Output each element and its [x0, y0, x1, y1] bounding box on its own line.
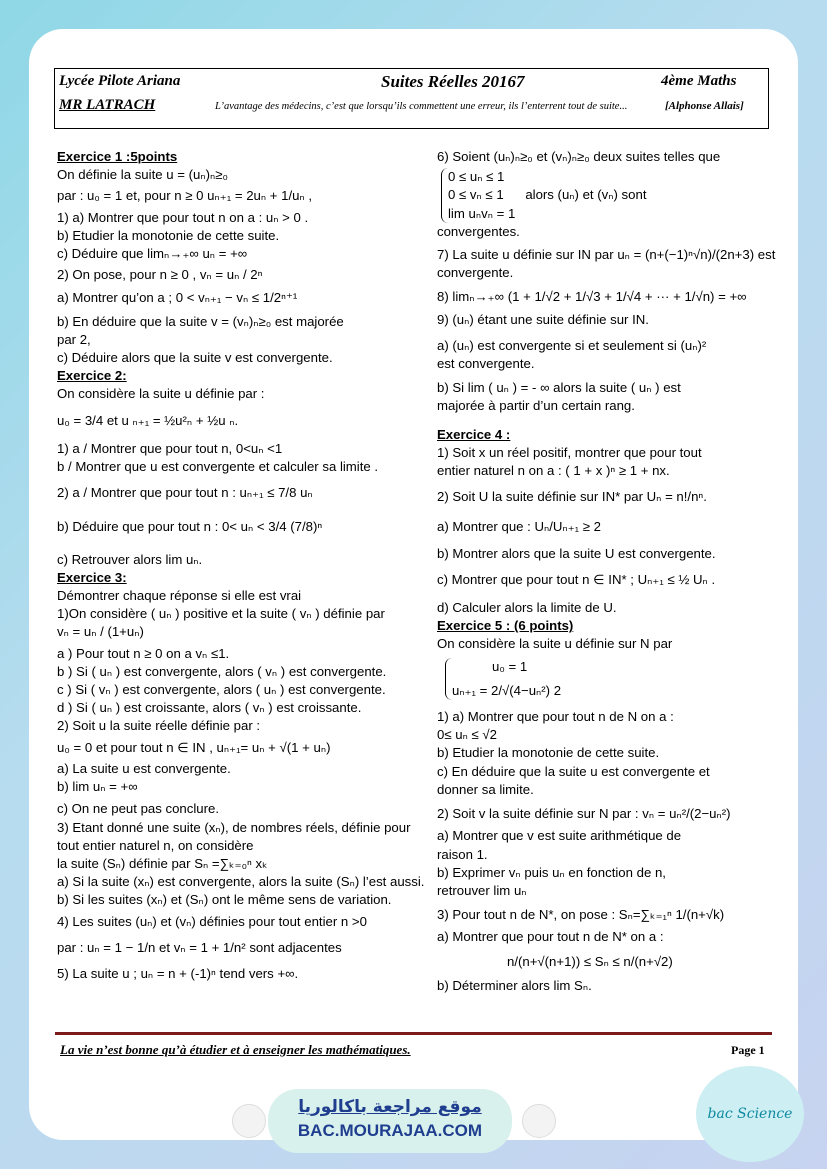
system-line: lim uₙvₙ = 1 — [448, 205, 516, 221]
header-box — [54, 68, 769, 129]
text-line: b) Etudier la monotonie de cette suite. — [57, 227, 280, 243]
text-line: 3) Pour tout n de N*, on pose : Sₙ=∑ₖ₌₁ⁿ 1/(n+√k) — [437, 907, 725, 923]
text-line: a ) Pour tout n ≥ 0 on a vₙ ≤1. — [57, 645, 230, 661]
text-line: raison 1. — [437, 846, 488, 862]
text-line: Démontrer chaque réponse si elle est vrai — [57, 588, 302, 604]
text-line: b) Si lim ( uₙ ) = - ∞ alors la suite ( uₙ ) est — [437, 380, 681, 396]
text-line: 2) On pose, pour n ≥ 0 , vₙ = uₙ / 2ⁿ — [57, 267, 263, 283]
site-banner[interactable] — [268, 1089, 512, 1153]
exercise-title: Exercice 1 :5points — [57, 149, 178, 164]
text-line: 4) Les suites (uₙ) et (vₙ) définies pour tout entier n >0 — [57, 913, 367, 929]
text-line: 1) a / Montrer que pour tout n, 0<uₙ <1 — [57, 440, 283, 456]
text-line: 1)On considère ( uₙ ) positive et la suite ( vₙ ) définie par — [57, 606, 385, 622]
text-line: a) Montrer que : Uₙ/Uₙ₊₁ ≥ 2 — [437, 519, 602, 535]
text-line: c) On ne peut pas conclure. — [57, 801, 220, 817]
text-line: est convergente. — [437, 356, 535, 372]
system-brace — [445, 658, 561, 700]
text-line: b) lim uₙ = +∞ — [57, 779, 138, 795]
text-line: alors (uₙ) et (vₙ) sont — [525, 187, 647, 203]
footer-quote: La vie n’est bonne qu’à étudier et à enseigner les mathématiques. — [60, 1042, 411, 1057]
text-line: n/(n+√(n+1)) ≤ Sₙ ≤ n/(n+√2) — [507, 953, 673, 969]
system-line: u₀ = 1 — [492, 658, 528, 674]
exercise-title: Exercice 2: — [57, 368, 127, 384]
text-line: 0≤ uₙ ≤ √2 — [437, 727, 497, 743]
text-line: On considère la suite u définie sur N par — [437, 636, 673, 652]
text-line: la suite (Sₙ) définie par Sₙ =∑ₖ₌₀ⁿ xₖ — [57, 855, 268, 871]
text-line: b / Montrer que u est convergente et calculer sa limite . — [57, 459, 379, 475]
text-line: b ) Si ( uₙ ) est convergente, alors ( vₙ ) est convergente. — [57, 663, 387, 679]
text-line: 9) (uₙ) étant une suite définie sur IN. — [437, 311, 649, 327]
text-line: b) Exprimer vₙ puis uₙ en fonction de n, — [437, 864, 666, 880]
text-line: u₀ = 3/4 et u ₙ₊₁ = ½u²ₙ + ½u ₙ. — [57, 412, 239, 428]
text-line: entier naturel n on a : ( 1 + x )ⁿ ≥ 1 + nx. — [437, 463, 670, 479]
document-title: Suites Réelles 20167 — [381, 72, 525, 91]
text-line: 1) a) Montrer que pour tout n on a : uₙ > 0 . — [57, 209, 309, 225]
site-logo-icon — [232, 1104, 266, 1138]
text-line: b) Etudier la monotonie de cette suite. — [437, 745, 660, 761]
banner-site-link[interactable]: BAC.MOURAJAA.COM — [297, 1121, 483, 1140]
text-line: 5) La suite u ; uₙ = n + (-1)ⁿ tend vers +∞. — [57, 965, 299, 981]
text-line: 2) Soit v la suite définie sur N par : vₙ = uₙ²/(2−uₙ²) — [437, 806, 731, 822]
text-line: a) Si la suite (xₙ) est convergente, alors la suite (Sₙ) l’est aussi. — [57, 874, 425, 890]
footer-rule — [55, 1032, 772, 1035]
text-line: b) Montrer alors que la suite U est convergente. — [437, 545, 716, 561]
text-line: convergente. — [437, 265, 514, 281]
text-line: b) En déduire que la suite v = (vₙ)ₙ≥₀ est majorée — [57, 313, 344, 329]
text-line: 1) a) Montrer que pour tout n de N on a : — [437, 709, 674, 725]
text-line: par 2, — [57, 331, 91, 347]
text-line: 3) Etant donné une suite (xₙ), de nombres réels, définie pour tout entier naturel n, on considère — [57, 819, 411, 853]
text-line: d ) Si ( uₙ ) est croissante, alors ( vₙ ) est croissante. — [57, 700, 362, 716]
text-line: a) La suite u est convergente. — [57, 760, 231, 776]
teacher-name: MR LATRACH — [59, 97, 156, 113]
text-line: a) (uₙ) est convergente si et seulement si (uₙ)² — [437, 337, 707, 353]
banner-arabic-text: موقع مراجعة باكالوريا — [298, 1097, 482, 1117]
exercise-title: Exercice 5 : (6 points) — [437, 618, 574, 634]
system-line: 0 ≤ vₙ ≤ 1 — [448, 187, 504, 203]
text-line: d) Calculer alors la limite de U. — [437, 600, 617, 616]
text-line: a) Montrer qu’on a ; 0 < vₙ₊₁ − vₙ ≤ 1/2ⁿ⁺¹ — [57, 290, 298, 306]
text-line: 8) limₙ→₊∞ (1 + 1/√2 + 1/√3 + 1/√4 + ··· + 1/√n) = +∞ — [437, 289, 747, 305]
text-line: c) Retrouver alors lim uₙ. — [57, 551, 203, 567]
text-line: par : uₙ = 1 − 1/n et vₙ = 1 + 1/n² sont adjacentes — [57, 939, 342, 955]
text-line: 2) Soit U la suite définie sur IN* par Uₙ = n!/nⁿ. — [437, 489, 707, 505]
text-line: c) Montrer que pour tout n ∈ IN* ; Uₙ₊₁ ≤ ½ Uₙ . — [437, 571, 716, 587]
text-line: b) Si les suites (xₙ) et (Sₙ) ont le même sens de variation. — [57, 892, 392, 908]
text-line: 2) a / Montrer que pour tout n : uₙ₊₁ ≤ 7/8 uₙ — [57, 485, 313, 501]
text-line: 6) Soient (uₙ)ₙ≥₀ et (vₙ)ₙ≥₀ deux suites telles que — [437, 149, 721, 164]
text-line: donner sa limite. — [437, 781, 534, 797]
exercise-title: Exercice 3: — [57, 569, 127, 585]
class-level: 4ème Maths — [661, 73, 737, 89]
system-line: uₙ₊₁ = 2/√(4−uₙ²) 2 — [452, 682, 562, 698]
text-line: b) Déduire que pour tout n : 0< uₙ < 3/4 (7/8)ⁿ — [57, 519, 323, 535]
text-line: On définie la suite u = (uₙ)ₙ≥₀ — [57, 167, 228, 183]
text-line: c) Déduire alors que la suite v est convergente. — [57, 350, 333, 366]
school-name: Lycée Pilote Ariana — [59, 73, 181, 89]
text-line: c ) Si ( vₙ ) est convergente, alors ( uₙ ) est convergente. — [57, 682, 386, 698]
text-line: u₀ = 0 et pour tout n ∈ IN , uₙ₊₁= uₙ + √(1 + uₙ) — [57, 739, 331, 755]
system-brace — [441, 168, 515, 223]
text-line: par : u₀ = 1 et, pour n ≥ 0 uₙ₊₁ = 2uₙ + 1/uₙ , — [57, 188, 313, 204]
text-line: convergentes. — [437, 223, 520, 239]
text-line: c) Déduire que limₙ→₊∞ uₙ = +∞ — [57, 246, 248, 262]
text-line: 7) La suite u définie sur IN par uₙ = (n+(−1)ⁿ√n)/(2n+3) est — [437, 247, 776, 263]
text-line: vₙ = uₙ / (1+uₙ) — [57, 624, 144, 640]
text-line: majorée à partir d’un certain rang. — [437, 398, 635, 414]
left-column — [57, 148, 425, 983]
exercise-title: Exercice 4 : — [437, 426, 511, 442]
text-line: a) Montrer que v est suite arithmétique de — [437, 828, 682, 844]
system-line: 0 ≤ uₙ ≤ 1 — [448, 169, 505, 185]
page-number: Page 1 — [731, 1043, 765, 1057]
bac-science-logo: bac Science — [696, 1066, 804, 1162]
text-line: retrouver lim uₙ — [437, 882, 527, 898]
text-line: a) Montrer que pour tout n de N* on a : — [437, 929, 664, 945]
site-logo-icon — [522, 1104, 556, 1138]
text-line: 1) Soit x un réel positif, montrer que pour tout — [437, 444, 702, 460]
text-line: 2) Soit u la suite réelle définie par : — [57, 718, 261, 734]
text-line: b) Déterminer alors lim Sₙ. — [437, 977, 592, 993]
quote-author: [Alphonse Allais] — [665, 100, 744, 112]
header-quote: L’avantage des médecins, c’est que lorsqu’ils commettent une erreur, ils l’enterrent tout de suite... — [215, 101, 628, 112]
system-block — [437, 168, 773, 223]
text-line: c) En déduire que la suite u est convergente et — [437, 763, 710, 779]
right-column — [437, 148, 776, 995]
text-line: On considère la suite u définie par : — [57, 386, 265, 402]
